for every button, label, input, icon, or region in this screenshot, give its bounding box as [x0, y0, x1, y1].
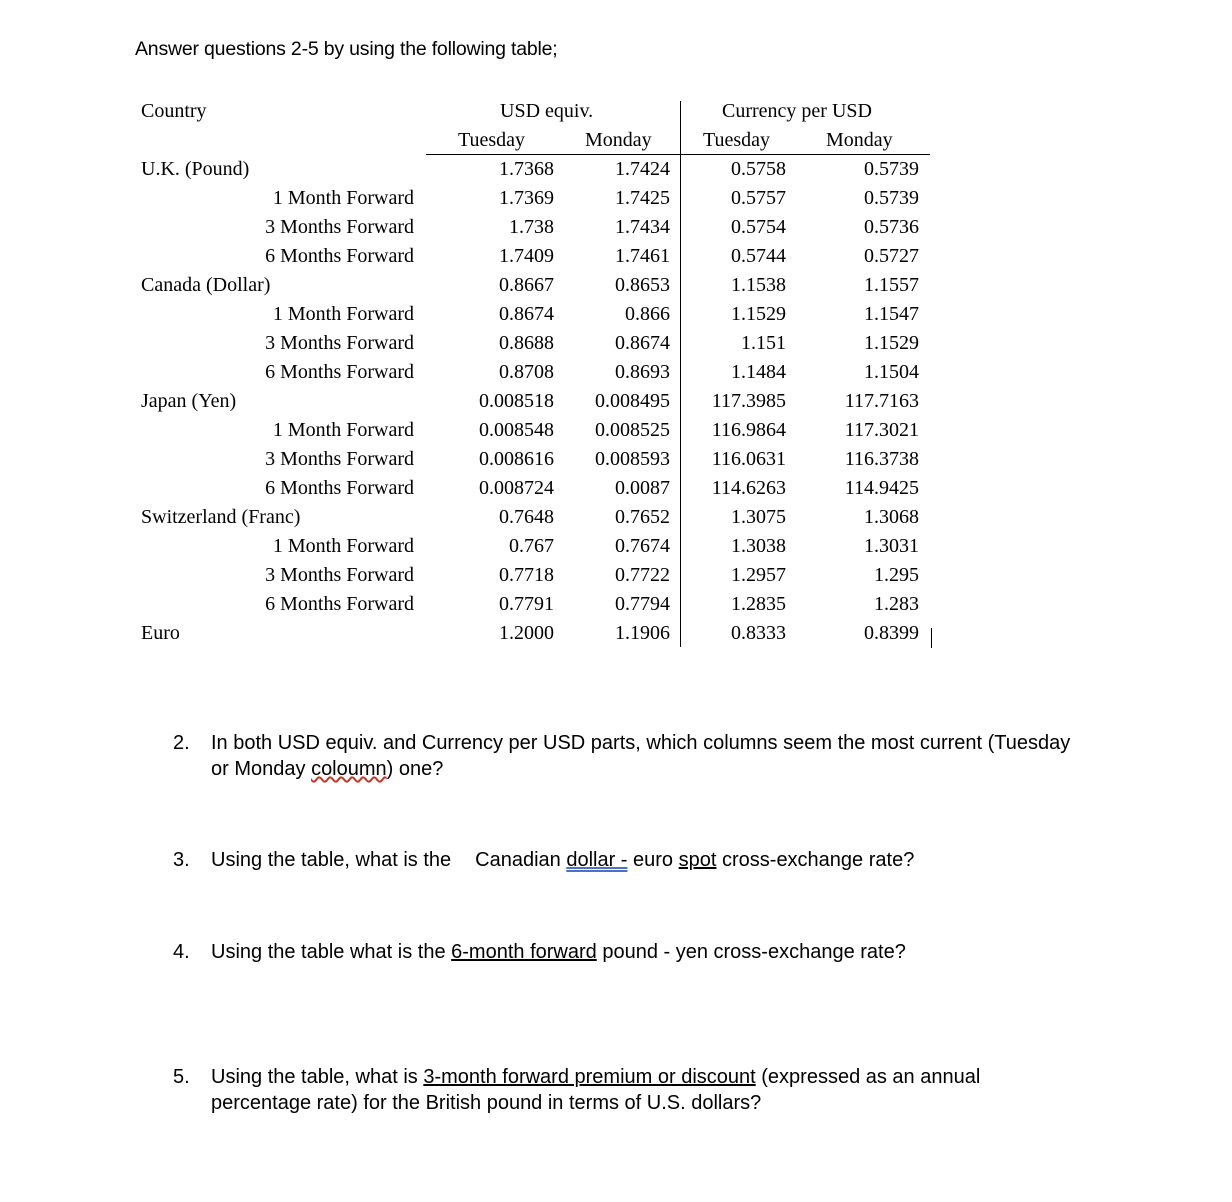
rate-cell: 1.7424 — [615, 158, 670, 180]
usd-equiv-header: USD equiv. — [500, 100, 594, 122]
rate-cell: 1.3038 — [731, 535, 786, 557]
rate-cell: 1.151 — [741, 332, 786, 354]
forward-row — [0, 332, 1232, 361]
rate-cell: 114.6263 — [711, 477, 786, 499]
question-text-line2 — [211, 756, 443, 782]
rate-cell: 0.8399 — [864, 622, 919, 644]
rate-cell: 0.8674 — [499, 303, 554, 325]
rate-cell: 0.767 — [509, 535, 554, 557]
rate-cell: 1.1557 — [864, 274, 919, 296]
forward-label: 1 Month Forward — [272, 187, 414, 209]
rate-cell: 1.7434 — [615, 216, 670, 238]
underlined-text: dollar - — [566, 849, 628, 871]
rate-cell: 0.8333 — [731, 622, 786, 644]
question-number: 4. — [173, 941, 190, 963]
text-run: cross-exchange rate? — [716, 849, 915, 871]
rate-cell: 114.9425 — [844, 477, 919, 499]
rate-cell: 0.7722 — [615, 564, 670, 586]
rate-cell: 0.008518 — [479, 390, 554, 412]
forward-row — [0, 216, 1232, 245]
question-text — [211, 1064, 980, 1090]
forward-label: 3 Months Forward — [265, 332, 414, 354]
rate-cell: 0.8688 — [499, 332, 554, 354]
rate-cell: 117.3021 — [844, 419, 919, 441]
rate-cell: 0.5758 — [731, 158, 786, 180]
misspelled-word: coloumn — [311, 758, 387, 780]
intro-text: Answer questions 2-5 by using the following table; — [135, 38, 558, 60]
text-run: pound - yen cross-exchange rate? — [596, 941, 906, 963]
rate-cell: 116.0631 — [711, 448, 786, 470]
text-run: Using the table, what is — [211, 1066, 424, 1088]
rate-cell: 1.7409 — [499, 245, 554, 267]
rate-cell: 0.8674 — [615, 332, 670, 354]
col-header-cpu-tuesday: Tuesday — [703, 129, 771, 151]
rate-cell: 1.3075 — [731, 506, 786, 528]
forward-row — [0, 419, 1232, 448]
forward-row — [0, 448, 1232, 477]
country-row — [0, 274, 1232, 303]
rate-cell: 1.1906 — [615, 622, 670, 644]
country-name: Canada (Dollar) — [141, 274, 271, 296]
rate-cell: 1.1538 — [731, 274, 786, 296]
forward-label: 3 Months Forward — [265, 216, 414, 238]
underlined-text: 3-month forward premium or discount — [423, 1066, 756, 1088]
rate-cell: 0.5757 — [731, 187, 786, 209]
rate-cell: 0.5739 — [864, 158, 919, 180]
rate-cell: 0.5754 — [731, 216, 786, 238]
col-header-usd-tuesday: Tuesday — [458, 129, 526, 151]
rate-cell: 1.3068 — [864, 506, 919, 528]
rate-cell: 1.1547 — [864, 303, 919, 325]
rate-cell: 1.283 — [874, 593, 919, 615]
rate-cell: 0.8693 — [615, 361, 670, 383]
rate-cell: 1.1529 — [731, 303, 786, 325]
forward-label: 1 Month Forward — [272, 303, 414, 325]
rate-cell: 0.008593 — [595, 448, 670, 470]
rate-cell: 1.295 — [874, 564, 919, 586]
forward-label: 6 Months Forward — [265, 593, 414, 615]
forward-row — [0, 535, 1232, 564]
rate-cell: 0.5744 — [731, 245, 786, 267]
forward-row — [0, 361, 1232, 390]
rate-cell: 1.7368 — [499, 158, 554, 180]
question-number: 5. — [173, 1066, 190, 1088]
rate-cell: 0.8667 — [499, 274, 554, 296]
forward-label: 3 Months Forward — [265, 564, 414, 586]
rate-cell: 0.008495 — [595, 390, 670, 412]
rate-cell: 0.7648 — [499, 506, 554, 528]
forward-row — [0, 564, 1232, 593]
forward-row — [0, 593, 1232, 622]
rate-cell: 0.0087 — [615, 477, 670, 499]
text-run: or Monday — [211, 758, 312, 780]
rate-cell: 0.008525 — [595, 419, 670, 441]
rate-cell: 0.5739 — [864, 187, 919, 209]
rate-cell: 1.7461 — [615, 245, 670, 267]
rate-cell: 0.008616 — [479, 448, 554, 470]
forward-label: 1 Month Forward — [272, 419, 414, 441]
rate-cell: 0.866 — [625, 303, 670, 325]
rate-cell: 0.7791 — [499, 593, 554, 615]
rate-cell: 117.3985 — [711, 390, 786, 412]
rate-cell: 1.1529 — [864, 332, 919, 354]
country-header: Country — [141, 100, 207, 122]
forward-row — [0, 187, 1232, 216]
forward-label: 3 Months Forward — [265, 448, 414, 470]
question-text-line2: percentage rate) for the British pound in terms of U.S. dollars? — [211, 1092, 762, 1114]
rate-cell: 0.8708 — [499, 361, 554, 383]
rate-cell: 117.7163 — [844, 390, 919, 412]
forward-label: 6 Months Forward — [265, 361, 414, 383]
country-row — [0, 390, 1232, 419]
currency-per-usd-header: Currency per USD — [722, 100, 872, 122]
country-name: U.K. (Pound) — [141, 158, 250, 180]
col-header-usd-monday: Monday — [585, 129, 652, 151]
question-number: 3. — [173, 849, 190, 871]
rate-cell: 0.7652 — [615, 506, 670, 528]
text-run: euro — [627, 849, 679, 871]
text-run: Using the table, what is the — [211, 849, 452, 871]
forward-label: 6 Months Forward — [265, 477, 414, 499]
rate-cell: 0.5736 — [864, 216, 919, 238]
rate-cell: 1.2835 — [731, 593, 786, 615]
rate-cell: 1.2957 — [731, 564, 786, 586]
forward-row — [0, 303, 1232, 332]
country-row — [0, 506, 1232, 535]
rate-cell: 1.7425 — [615, 187, 670, 209]
text-run: Using the table what is the — [211, 941, 452, 963]
rate-cell: 1.2000 — [499, 622, 554, 644]
country-name: Switzerland (Franc) — [141, 506, 301, 528]
text-run: (expressed as an annual — [755, 1066, 981, 1088]
rate-cell: 1.1504 — [864, 361, 919, 383]
forward-row — [0, 245, 1232, 274]
rate-cell: 116.9864 — [711, 419, 786, 441]
forward-row — [0, 477, 1232, 506]
question-text — [211, 939, 906, 965]
rate-cell: 1.1484 — [731, 361, 786, 383]
forward-label: 6 Months Forward — [265, 245, 414, 267]
rate-cell: 0.008724 — [479, 477, 554, 499]
rate-cell: 0.7794 — [615, 593, 670, 615]
country-row — [0, 158, 1232, 187]
rate-cell: 1.3031 — [864, 535, 919, 557]
forward-label: 1 Month Forward — [272, 535, 414, 557]
country-name: Japan (Yen) — [141, 390, 237, 412]
rate-cell: 116.3738 — [844, 448, 919, 470]
question-number: 2. — [173, 732, 190, 754]
question-text: In both USD equiv. and Currency per USD parts, which columns seem the most current (Tuesday — [211, 732, 1071, 754]
rate-cell: 1.7369 — [499, 187, 554, 209]
col-header-cpu-monday: Monday — [826, 129, 893, 151]
rate-cell: 1.738 — [509, 216, 554, 238]
rate-cell: 0.5727 — [864, 245, 919, 267]
question-text — [211, 847, 914, 873]
text-run: Canadian — [475, 849, 567, 871]
country-row — [0, 622, 1232, 651]
rate-cell: 0.7674 — [615, 535, 670, 557]
underlined-text: spot — [678, 849, 717, 871]
text-run: ) one? — [386, 758, 444, 780]
country-name: Euro — [141, 622, 180, 644]
rate-cell: 0.8653 — [615, 274, 670, 296]
rate-cell: 0.008548 — [479, 419, 554, 441]
rate-cell: 0.7718 — [499, 564, 554, 586]
underlined-text: 6-month forward — [451, 941, 597, 963]
header-rule — [426, 154, 930, 155]
